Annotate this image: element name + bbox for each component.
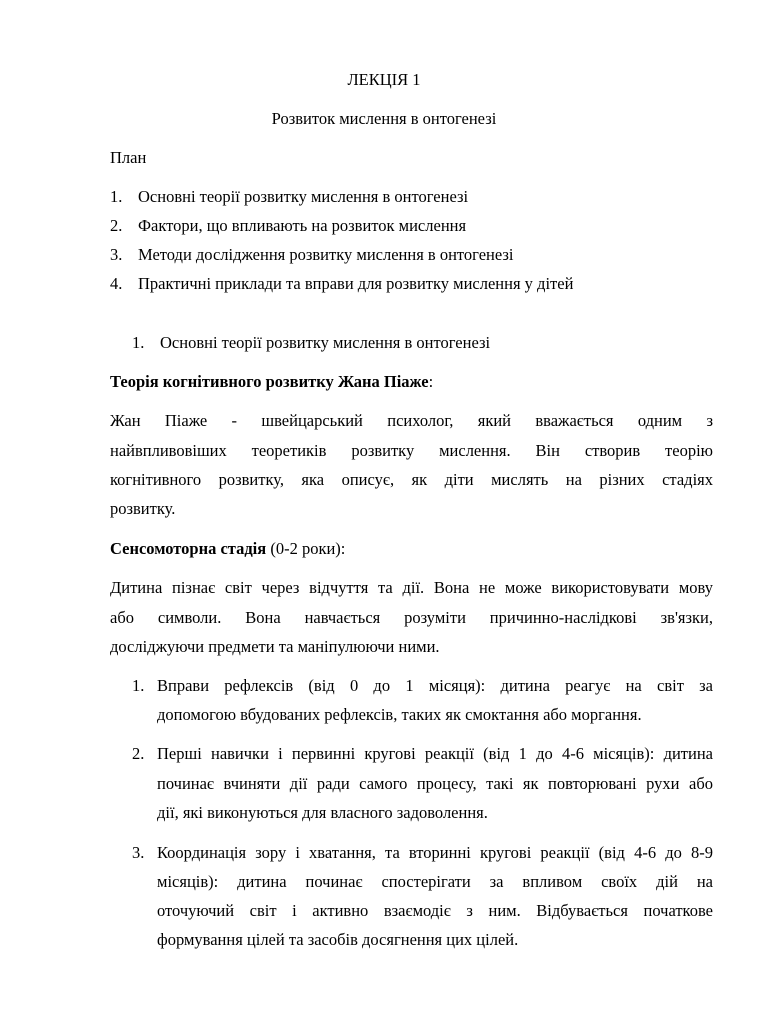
piaget-heading xyxy=(110,372,433,392)
section-title: Основні теорії розвитку мислення в онтогенезі xyxy=(160,333,491,352)
substage-number: 3. xyxy=(132,843,145,862)
plan-item-text: Методи дослідження розвитку мислення в онтогенезі xyxy=(138,245,514,264)
plan-item-number: 3. xyxy=(110,245,123,264)
paragraph-line: найвпливовіших теоретиків розвитку мислення. Він створив теорію xyxy=(110,441,713,460)
plan-item-number: 4. xyxy=(110,274,123,293)
substage-line: формування цілей та засобів досягнення цих цілей. xyxy=(157,930,519,949)
plan-item-text: Фактори, що впливають на розвиток мислення xyxy=(138,216,467,235)
plan-item xyxy=(110,245,513,265)
substage-line: починає вчиняти дії ради самого процесу, такі як повторювані рухи або xyxy=(157,774,713,793)
paragraph-line: або символи. Вона навчається розуміти причинно-наслідкові зв'язки, xyxy=(110,608,713,627)
substage-number: 2. xyxy=(132,744,145,763)
paragraph-line: Дитина пізнає світ через відчуття та дії. Вона не може використовувати мову xyxy=(110,578,713,597)
substage-line: Перші навички і первинні кругові реакції (від 1 до 4-6 місяців): дитина xyxy=(157,744,713,763)
paragraph-line: когнітивного розвитку, яка описує, як діти мислять на різних стадіях xyxy=(110,470,713,489)
lecture-subtitle: Розвиток мислення в онтогенезі xyxy=(271,109,497,128)
piaget-heading-bold: Теорія когнітивного розвитку Жана Піаже xyxy=(110,372,429,391)
paragraph-line: досліджуючи предмети та маніпулюючи ними. xyxy=(110,637,440,656)
plan-item xyxy=(110,216,466,236)
substage-number: 1. xyxy=(132,676,145,695)
substage-line: місяців): дитина починає спостерігати за впливом своїх дій на xyxy=(157,872,713,891)
substage-line: оточуючий світ і активно взаємодіє з ним. Відбувається початкове xyxy=(157,901,713,920)
paragraph-line: розвитку. xyxy=(110,499,176,518)
plan-item-number: 1. xyxy=(110,187,123,206)
section-number: 1. xyxy=(132,333,145,352)
substage-line: дії, які виконуються для власного задоволення. xyxy=(157,803,488,822)
substage-line: допомогою вбудованих рефлексів, таких як смоктання або моргання. xyxy=(157,705,642,724)
paragraph-line: Жан Піаже - швейцарський психолог, який вважається одним з xyxy=(110,411,713,430)
substage-line: Вправи рефлексів (від 0 до 1 місяця): дитина реагує на світ за xyxy=(157,676,713,695)
piaget-heading-rest: : xyxy=(428,372,434,391)
plan-item-number: 2. xyxy=(110,216,123,235)
plan-item-text: Основні теорії розвитку мислення в онтогенезі xyxy=(138,187,469,206)
stage-heading-rest: (0-2 роки): xyxy=(266,539,346,558)
substage-line: Координація зору і хватання, та вторинні кругові реакції (від 4-6 до 8-9 xyxy=(157,843,713,862)
stage-heading xyxy=(110,539,345,559)
plan-item xyxy=(110,187,468,207)
plan-item xyxy=(110,274,573,294)
lecture-title: ЛЕКЦІЯ 1 xyxy=(347,70,421,89)
stage-heading-bold: Сенсомоторна стадія xyxy=(110,539,267,558)
section-heading xyxy=(132,333,490,353)
plan-item-text: Практичні приклади та вправи для розвитку мислення у дітей xyxy=(138,274,574,293)
plan-heading: План xyxy=(110,148,147,167)
